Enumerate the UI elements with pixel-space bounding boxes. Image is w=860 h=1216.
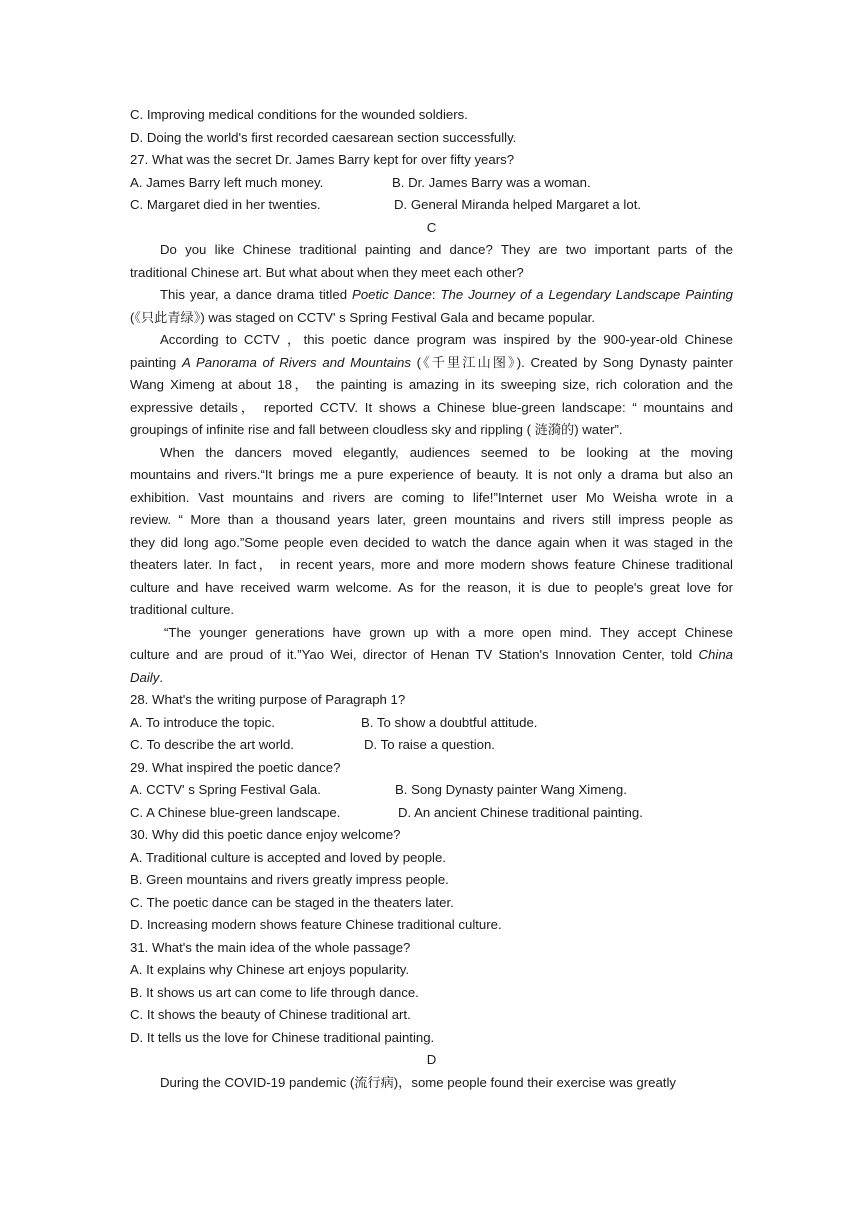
- q31-option-a: A. It explains why Chinese art enjoys popularity.: [130, 962, 410, 977]
- title-china-daily-part2: Daily: [130, 669, 160, 685]
- q30-option-b: B. Green mountains and rivers greatly impress people.: [130, 872, 449, 887]
- q29-option-a: A. CCTV' s Spring Festival Gala.: [130, 782, 321, 797]
- passage-c-p3-line5: groupings of infinite rise and fall between cloudless sky and rippling ( 涟漪的) water”.: [130, 422, 623, 437]
- q27-option-c: C. Margaret died in her twenties.: [130, 197, 321, 212]
- section-c-heading: C: [426, 219, 437, 235]
- passage-c-p4-line6: theaters later. In fact， in recent years, more and more modern shows feature Chinese traditional: [130, 557, 733, 572]
- q30-option-a: A. Traditional culture is accepted and loved by people.: [130, 849, 446, 865]
- passage-c-p3-line4: expressive details， reported CCTV. It shows a Chinese blue-green landscape: “ mountains and: [130, 399, 733, 415]
- q27-option-a: A. James Barry left much money.: [130, 174, 324, 190]
- title-china-daily-part1: China: [698, 647, 733, 662]
- q28-options-row2: [130, 734, 733, 757]
- q30-stem: 30. Why did this poetic dance enjoy welcome?: [130, 827, 401, 842]
- q27-option-d: D. General Miranda helped Margaret a lot.: [394, 197, 642, 212]
- passage-c-p4-line4: review. “ More than a thousand years later, green mountains and rivers still impress people as: [130, 512, 733, 527]
- document-page: [130, 104, 733, 1094]
- title-panorama: A Panorama of Rivers and Mountains: [181, 354, 411, 370]
- q27-option-b: B. Dr. James Barry was a woman.: [392, 174, 591, 190]
- passage-c-p2-line1: This year, a dance drama titled Poetic Dance: The Journey of a Legendary Landscape Painting: [160, 287, 733, 302]
- q31-option-b: B. It shows us art can come to life through dance.: [130, 984, 419, 1000]
- passage-c-p2-line2: (《只此青绿》) was staged on CCTV' s Spring Festival Gala and became popular.: [130, 309, 595, 325]
- q31-stem: 31. What's the main idea of the whole passage?: [130, 939, 411, 955]
- passage-c-p3-line1: According to CCTV ，this poetic dance program was inspired by the 900-year-old Chinese: [160, 332, 733, 347]
- q26-option-c: C. Improving medical conditions for the wounded soldiers.: [130, 107, 468, 122]
- q29-option-d: D. An ancient Chinese traditional painting.: [398, 804, 643, 820]
- q29-options-row1: [130, 779, 733, 802]
- passage-c-p4-line3: exhibition. Vast mountains and rivers are coming to life!”Internet user Mo Weisha wrote in a: [130, 489, 733, 505]
- title-journey-landscape: The Journey of a Legendary Landscape Painting: [440, 287, 733, 302]
- q28-option-b: B. To show a doubtful attitude.: [361, 714, 538, 730]
- q31-option-d: D. It tells us the love for Chinese traditional painting.: [130, 1029, 435, 1045]
- passage-c-p1-line2: traditional Chinese art. But what about when they meet each other?: [130, 264, 524, 280]
- passage-c-p5-line2: culture and are proud of it.”Yao Wei, director of Henan TV Station's Innovation Center, told China: [130, 647, 733, 662]
- q31-option-c: C. It shows the beauty of Chinese traditional art.: [130, 1007, 411, 1022]
- q27-options-row1: [130, 172, 733, 195]
- passage-d-line1: During the COVID-19 pandemic (流行病)，some people found their exercise was greatly: [160, 1074, 676, 1090]
- q29-stem: 29. What inspired the poetic dance?: [130, 759, 341, 775]
- q28-option-c: C. To describe the art world.: [130, 737, 294, 752]
- passage-c-p3-line2: painting A Panorama of Rivers and Mountains (《千里江山图》). Created by Song Dynasty painter: [130, 354, 734, 370]
- passage-c-p5-line3: Daily.: [130, 669, 163, 685]
- q29-options-row2: [130, 802, 733, 825]
- passage-c-p3-line3: Wang Ximeng at about 18， the painting is amazing in its sweeping size, rich coloration and the: [130, 377, 733, 392]
- q27-stem: 27. What was the secret Dr. James Barry kept for over fifty years?: [130, 152, 515, 167]
- passage-c-p4-line7: culture and have received warm welcome. As for the reason, it is due to people's great love for: [130, 579, 733, 595]
- q28-options-row1: [130, 712, 733, 735]
- passage-c-p4-line5: they did long ago.”Some people even decided to watch the dance again when it was staged in the: [130, 534, 733, 550]
- q29-option-b: B. Song Dynasty painter Wang Ximeng.: [395, 782, 627, 797]
- passage-c-p1-line1: Do you like Chinese traditional painting and dance? They are two important parts of the: [160, 242, 733, 257]
- q26-option-d: D. Doing the world's first recorded caesarean section successfully.: [130, 129, 517, 145]
- passage-c-p4-line2: mountains and rivers.“It brings me a pure experience of beauty. It is not only a drama but also an: [130, 467, 733, 482]
- q28-option-d: D. To raise a question.: [364, 737, 495, 752]
- passage-c-p5-line1: “The younger generations have grown up with a more open mind. They accept Chinese: [164, 624, 733, 640]
- q28-option-a: A. To introduce the topic.: [130, 714, 275, 730]
- q27-options-row2: [130, 194, 733, 217]
- q29-option-c: C. A Chinese blue-green landscape.: [130, 804, 341, 820]
- title-poetic-dance: Poetic Dance: [352, 287, 432, 302]
- passage-c-p4-line8: traditional culture.: [130, 602, 235, 617]
- q30-option-d: D. Increasing modern shows feature Chinese traditional culture.: [130, 917, 502, 932]
- q28-stem: 28. What's the writing purpose of Paragraph 1?: [130, 692, 406, 707]
- section-d-heading: D: [426, 1052, 437, 1067]
- q30-option-c: C. The poetic dance can be staged in the theaters later.: [130, 894, 454, 910]
- passage-c-p4-line1: When the dancers moved elegantly, audiences seemed to be looking at the moving: [160, 444, 733, 460]
